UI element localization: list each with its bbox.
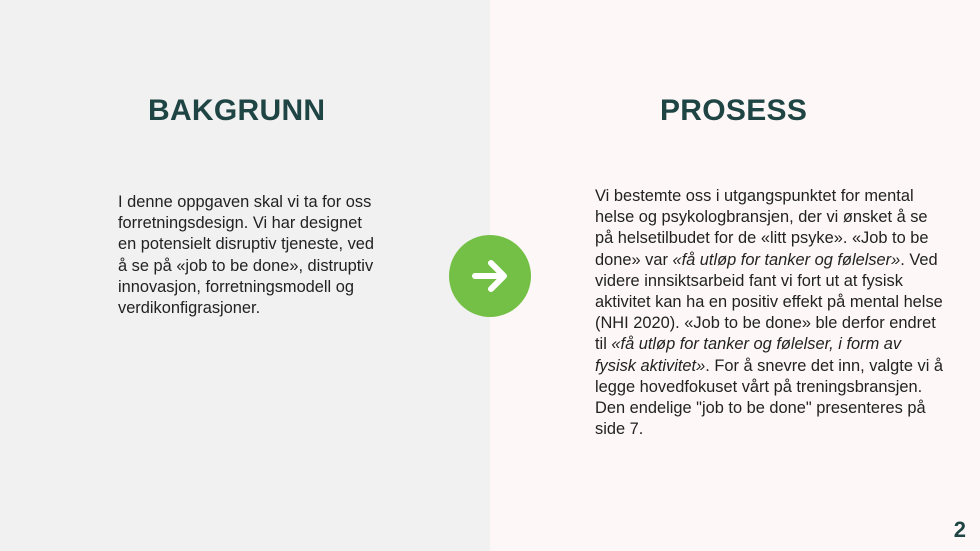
page-number: 2 bbox=[953, 517, 966, 542]
prosess-text-part2: . Ved videre innsiktsarbeid fant vi fort ut at fysisk aktivitet kan ha en positiv effekt på mental helse (NHI 2020). «Job to be done» ble derfor endret til bbox=[595, 250, 943, 354]
prosess-text bbox=[595, 186, 945, 440]
bakgrunn-text: I denne oppgaven skal vi ta for oss forretningsdesign. Vi har designet en potensielt disruptiv tjeneste, ved å se på «job to be done», distruptiv innovasjon, forretningsmodell og verdikonfigrasjoner. bbox=[118, 193, 375, 318]
heading-prosess: PROSESS bbox=[660, 94, 808, 127]
prosess-text-part3: . For å snevre det inn, valgte vi å legge hovedfokuset vårt på treningsbransjen. Den endelige "job to be done" presenteres på side 7. bbox=[595, 356, 944, 439]
prosess-text-italic1: «få utløp for tanker og følelser» bbox=[672, 250, 901, 269]
prosess-text-italic2: «få utløp for tanker og følelser, i form av fysisk aktivitet» bbox=[595, 335, 902, 375]
arrow-right-icon bbox=[449, 235, 531, 317]
right-panel bbox=[490, 0, 980, 551]
heading-bakgrunn: BAKGRUNN bbox=[148, 94, 326, 127]
arrow-right-icon-svg bbox=[467, 253, 513, 299]
prosess-text-part1: Vi bestemte oss i utgangspunktet for mental helse og psykologbransjen, der vi ønsket å se på helsetilbudet for de «litt psyke». «Job to be done» var bbox=[595, 187, 929, 269]
